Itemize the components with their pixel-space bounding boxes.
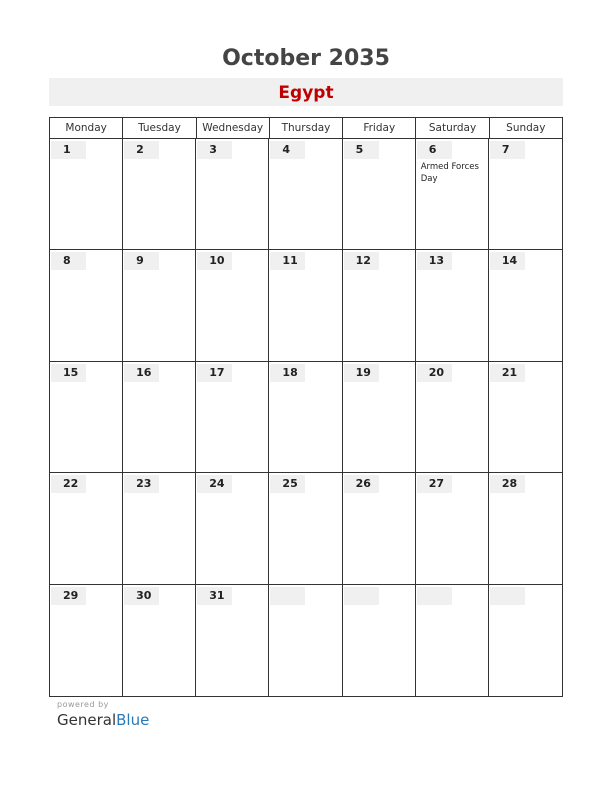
day-number: 15 <box>51 364 86 382</box>
day-cell[interactable] <box>489 362 562 473</box>
day-cell[interactable] <box>123 362 196 473</box>
day-number: 19 <box>344 364 379 382</box>
day-cell[interactable] <box>489 473 562 584</box>
weekday-label: Thursday <box>270 118 343 138</box>
day-number: 21 <box>490 364 525 382</box>
brand-general: General <box>57 711 117 729</box>
day-number: 28 <box>490 475 525 493</box>
generalblue-logo[interactable] <box>57 711 149 729</box>
day-cell[interactable] <box>50 362 123 473</box>
calendar-title: October 2035 <box>222 46 390 71</box>
day-number: 1 <box>51 141 86 159</box>
day-cell[interactable] <box>123 250 196 361</box>
day-cell[interactable] <box>269 250 342 361</box>
day-cell[interactable] <box>489 139 562 250</box>
day-number <box>490 587 525 605</box>
weekday-label: Wednesday <box>197 118 270 138</box>
day-cell[interactable] <box>489 585 562 696</box>
holiday-label: Armed Forces Day <box>420 162 479 184</box>
day-number <box>270 587 305 605</box>
day-cell[interactable] <box>269 139 342 250</box>
day-number: 14 <box>490 252 525 270</box>
weekday-label: Monday <box>50 118 123 138</box>
day-number: 13 <box>417 252 452 270</box>
day-number: 22 <box>51 475 86 493</box>
day-number: 7 <box>490 141 525 159</box>
day-number: 5 <box>344 141 379 159</box>
day-cell[interactable] <box>343 139 416 250</box>
day-cell[interactable] <box>50 139 123 250</box>
day-number: 25 <box>270 475 305 493</box>
calendar-grid <box>49 117 563 697</box>
day-cell[interactable] <box>489 250 562 361</box>
weekday-label: Friday <box>343 118 416 138</box>
day-cell[interactable] <box>50 585 123 696</box>
day-cell[interactable] <box>196 473 269 584</box>
day-number: 16 <box>124 364 159 382</box>
day-number: 18 <box>270 364 305 382</box>
day-cell[interactable] <box>416 585 489 696</box>
day-number: 27 <box>417 475 452 493</box>
day-cell[interactable] <box>416 139 489 250</box>
day-cell[interactable] <box>196 362 269 473</box>
day-number: 8 <box>51 252 86 270</box>
day-grid <box>50 139 562 696</box>
day-cell[interactable] <box>196 585 269 696</box>
day-number: 10 <box>197 252 232 270</box>
day-cell[interactable] <box>123 139 196 250</box>
footer <box>57 700 149 729</box>
day-number: 29 <box>51 587 86 605</box>
weekday-label: Tuesday <box>123 118 196 138</box>
weekday-label: Saturday <box>416 118 489 138</box>
day-number: 9 <box>124 252 159 270</box>
day-number: 20 <box>417 364 452 382</box>
day-number: 17 <box>197 364 232 382</box>
brand-blue: Blue <box>116 711 150 729</box>
powered-by-text: powered by <box>57 700 109 709</box>
day-cell[interactable] <box>196 139 269 250</box>
day-number: 12 <box>344 252 379 270</box>
day-cell[interactable] <box>416 473 489 584</box>
day-cell[interactable] <box>343 362 416 473</box>
day-cell[interactable] <box>343 250 416 361</box>
country-bar <box>49 78 563 106</box>
day-cell[interactable] <box>416 250 489 361</box>
day-number <box>344 587 379 605</box>
day-number: 4 <box>270 141 305 159</box>
day-number: 6 <box>417 141 452 159</box>
day-cell[interactable] <box>269 585 342 696</box>
day-cell[interactable] <box>123 473 196 584</box>
day-cell[interactable] <box>196 250 269 361</box>
day-number: 26 <box>344 475 379 493</box>
day-number: 11 <box>270 252 305 270</box>
day-cell[interactable] <box>343 473 416 584</box>
day-number: 31 <box>197 587 232 605</box>
day-cell[interactable] <box>50 250 123 361</box>
day-cell[interactable] <box>416 362 489 473</box>
day-number <box>417 587 452 605</box>
day-cell[interactable] <box>269 362 342 473</box>
weekday-label: Sunday <box>506 122 546 134</box>
day-number: 2 <box>124 141 159 159</box>
day-number: 3 <box>197 141 232 159</box>
day-number: 30 <box>124 587 159 605</box>
country-name: Egypt <box>278 83 334 103</box>
day-cell[interactable] <box>343 585 416 696</box>
weekday-header <box>50 118 562 139</box>
day-number: 23 <box>124 475 159 493</box>
day-cell[interactable] <box>123 585 196 696</box>
day-cell[interactable] <box>269 473 342 584</box>
day-cell[interactable] <box>50 473 123 584</box>
day-number: 24 <box>197 475 232 493</box>
